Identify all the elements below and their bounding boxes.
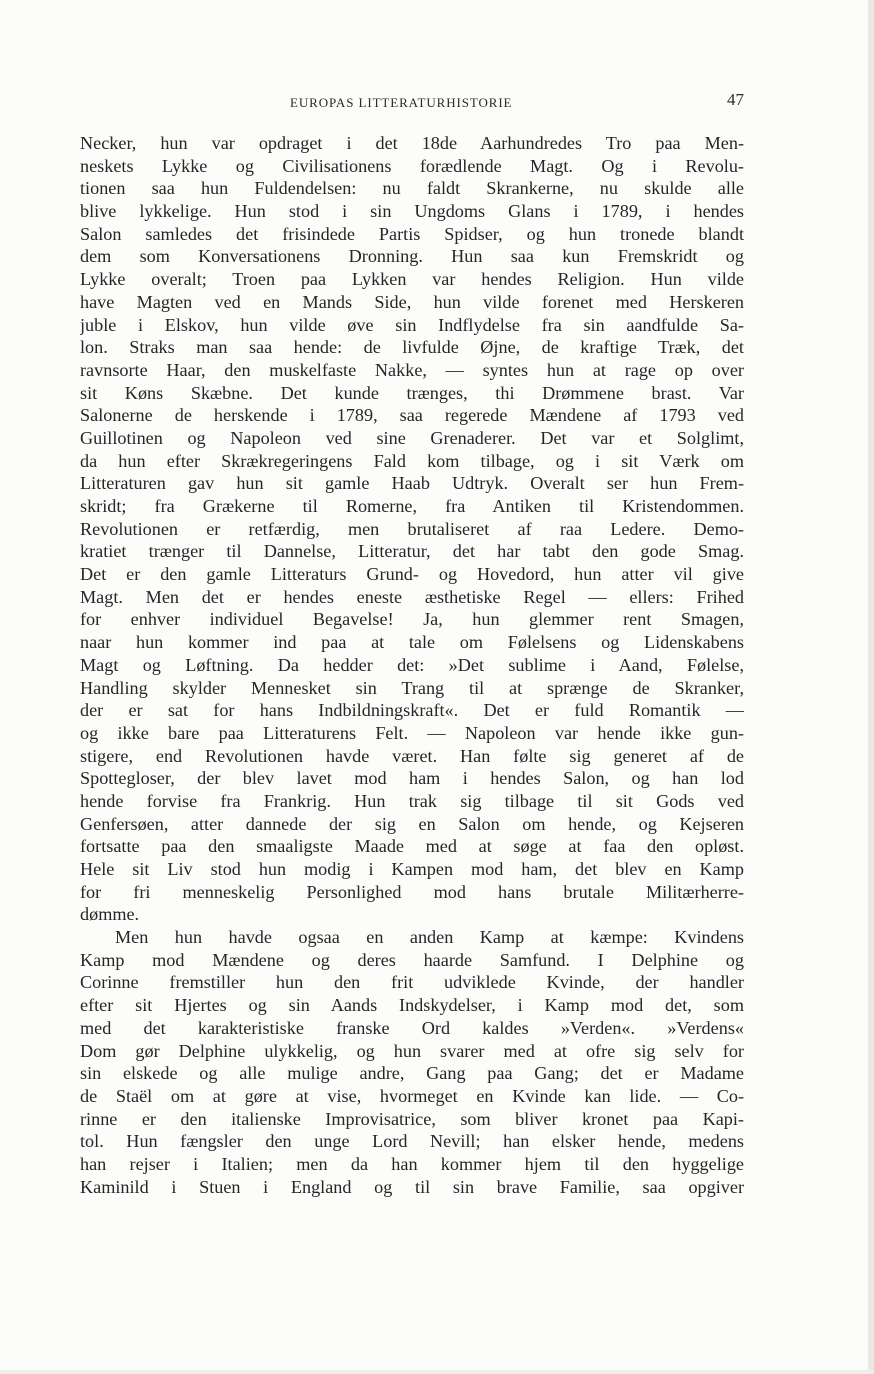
text-line: de Staël om at gøre at vise, hvormeget en Kvinde kan lide. — Co- xyxy=(80,1085,744,1106)
paragraph-start-line: Men hun havde ogsaa en anden Kamp at kæmpe: Kvindens xyxy=(115,927,744,948)
text-line: have Magten ved en Mands Side, hun vilde forenet med Herskeren xyxy=(80,291,744,312)
text-line: sit Køns Skæbne. Det kunde trænges, thi Drømmene brast. Var xyxy=(80,382,744,403)
text-line: rinne er den italienske Improvisatrice, som bliver kronet paa Kapi- xyxy=(80,1108,744,1129)
text-line: Lykke overalt; Troen paa Lykken var hendes Religion. Hun vilde xyxy=(80,269,744,290)
scan-edge-bottom xyxy=(0,1370,874,1374)
text-line: stigere, end Revolutionen havde været. Han følte sig generet af de xyxy=(80,745,744,766)
text-line: Genfersøen, atter dannede der sig en Salon om hende, og Kejseren xyxy=(80,813,744,834)
text-line: da hun efter Skrækregeringens Fald kom tilbage, og i sit Værk om xyxy=(80,450,744,471)
page-header xyxy=(80,90,744,114)
running-title: EUROPAS LITTERATURHISTORIE xyxy=(290,95,513,110)
text-line: Det er den gamle Litteraturs Grund- og Hovedord, hun atter vil give xyxy=(80,564,744,585)
text-line: Spottegloser, der blev lavet mod ham i hendes Salon, og han lod xyxy=(80,768,744,789)
text-line: Salonerne de herskende i 1789, saa regerede Mændene af 1793 ved xyxy=(80,405,744,426)
text-line: sin elskede og alle mulige andre, Gang paa Gang; det er Madame xyxy=(80,1063,744,1084)
text-line: Magt og Løftning. Da hedder det: »Det sublime i Aand, Følelse, xyxy=(80,654,744,675)
text-line: og ikke bare paa Litteraturens Felt. — Napoleon var hende ikke gun- xyxy=(80,722,744,743)
text-line: kratiet trænger til Dannelse, Litteratur, det har tabt den gode Smag. xyxy=(80,541,744,562)
text-line: Magt. Men det er hendes eneste æsthetiske Regel — ellers: Frihed xyxy=(80,586,744,607)
text-line: Hele sit Liv stod hun modig i Kampen mod ham, det blev en Kamp xyxy=(80,859,744,879)
text-line: Corinne fremstiller hun den frit udviklede Kvinde, der handler xyxy=(80,972,744,993)
text-line: juble i Elskov, hun vilde øve sin Indflydelse fra sin aandfulde Sa- xyxy=(80,314,744,335)
text-line: Litteraturen gav hun sit gamle Haab Udtryk. Overalt ser hun Frem- xyxy=(80,473,744,494)
text-line: efter sit Hjertes og sin Aands Indskydelser, i Kamp mod det, som xyxy=(80,995,744,1016)
page-number: 47 xyxy=(727,90,744,109)
text-line: Dom gør Delphine ulykkelig, og hun svarer med at ofre sig selv for xyxy=(80,1040,744,1061)
text-line: for enhver individuel Begavelse! Ja, hun glemmer rent Smagen, xyxy=(80,609,744,630)
body-text xyxy=(80,132,744,1198)
text-line: Kamp mod Mændene og deres haarde Samfund. I Delphine og xyxy=(80,949,744,970)
text-line: lon. Straks man saa hende: de livfulde Øjne, de kraftige Træk, det xyxy=(80,337,744,358)
text-line: dem som Konversationens Dronning. Hun saa kun Fremskridt og xyxy=(80,246,744,267)
text-line: naar hun kommer ind paa at tale om Følelsens og Lidenskabens xyxy=(80,632,744,653)
text-line: Necker, hun var opdraget i det 18de Aarhundredes Tro paa Men- xyxy=(80,133,744,153)
text-line: Kaminild i Stuen i England og til sin brave Familie, saa opgiver xyxy=(80,1176,744,1197)
scan-edge-right xyxy=(868,0,874,1374)
text-line: tionen saa hun Fuldendelsen: nu faldt Skrankerne, nu skulde alle xyxy=(80,178,744,199)
text-line: Handling skylder Mennesket sin Trang til at sprænge de Skranker, xyxy=(80,677,744,698)
text-line: han rejser i Italien; men da han kommer hjem til den hyggelige xyxy=(80,1153,744,1174)
text-line: blive lykkelige. Hun stod i sin Ungdoms Glans i 1789, i hendes xyxy=(80,201,744,222)
text-line: neskets Lykke og Civilisationens forædlende Magt. Og i Revolu- xyxy=(80,155,744,176)
text-line: for fri menneskelig Personlighed mod hans brutale Militærherre- xyxy=(80,881,744,902)
text-line: hende forvise fra Frankrig. Hun trak sig tilbage til sit Gods ved xyxy=(80,790,744,811)
text-line: ravnsorte Haar, den muskelfaste Nakke, — syntes hun at rage op over xyxy=(80,359,744,380)
text-line: Revolutionen er retfærdig, men brutaliseret af raa Ledere. Demo- xyxy=(80,518,744,539)
text-line: skridt; fra Grækerne til Romerne, fra Antiken til Kristendommen. xyxy=(80,496,744,516)
text-line: Salon samledes det frisindede Partis Spidser, og hun tronede blandt xyxy=(80,223,744,244)
text-line: tol. Hun fængsler den unge Lord Nevill; han elsker hende, medens xyxy=(80,1131,744,1152)
text-line: med det karakteristiske franske Ord kaldes »Verden«. »Verdens« xyxy=(80,1017,744,1038)
text-line: Guillotinen og Napoleon ved sine Grenaderer. Det var et Solglimt, xyxy=(80,427,744,448)
paragraph-end-line: dømme. xyxy=(80,904,140,925)
text-line: der er sat for hans Indbildningskraft«. Det er fuld Romantik — xyxy=(80,700,744,721)
text-line: fortsatte paa den smaaligste Maade med at søge at faa den opløst. xyxy=(80,836,744,857)
